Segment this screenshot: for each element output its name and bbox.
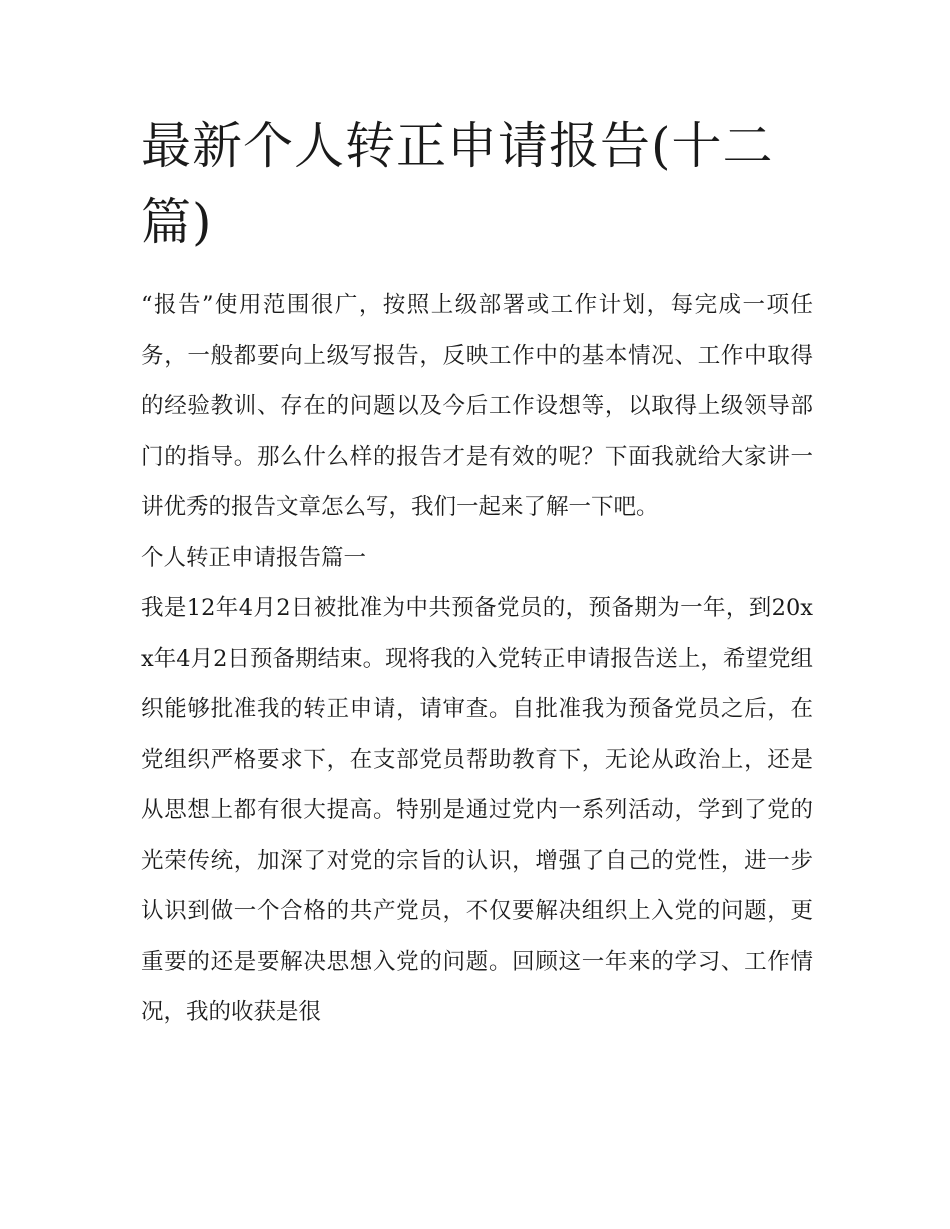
intro-paragraph: “报告”使用范围很广，按照上级部署或工作计划，每完成一项任务，一般都要向上级写报告，反映工作中的基本情况、工作中取得的经验教训、存在的问题以及今后工作设想等，以取得上级领导部门的指导。那么什么样的报告才是有效的呢？下面我就给大家讲一讲优秀的报告文章怎么写，我们一起来了解一下吧。 [141,292,813,520]
body-paragraph: 我是12年4月2日被批准为中共预备党员的，预备期为一年，到20xx年4月2日预备期结束。现将我的入党转正申请报告送上，希望党组织能够批准我的转正申请，请审查。自批准我为预备党员之后，在党组织严格要求下，在支部党员帮助教育下，无论从政治上，还是从思想上都有很大提高。特别是通过党内一系列活动，学到了党的光荣传统，加深了对党的宗旨的认识，增强了自己的党性，进一步认识到做一个合格的共产党员，不仅要解决组织上入党的问题，更重要的还是要解决思想入党的问题。回顾这一年来的学习、工作情况，我的收获是很 [141,595,813,1025]
document-page [141,108,813,1038]
document-title: 最新个人转正申请报告(十二篇) [141,117,774,251]
section-heading: 个人转正申请报告篇一 [141,544,367,571]
